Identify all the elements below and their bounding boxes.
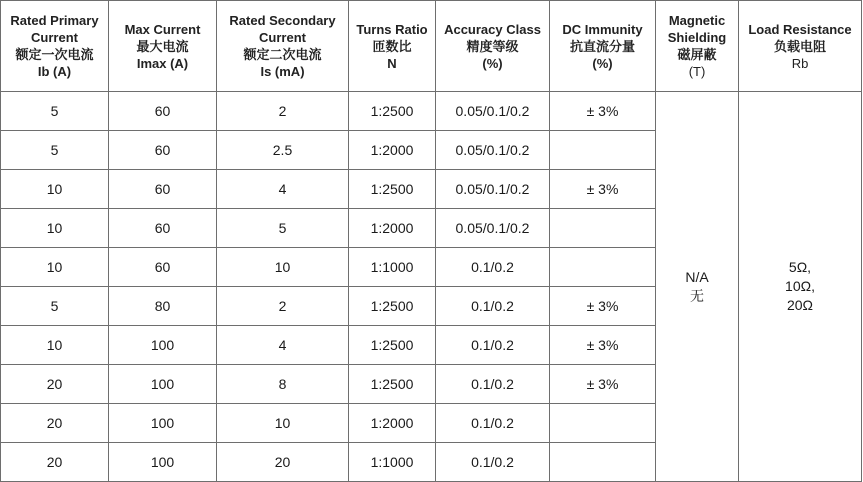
table-cell: 10 [1,248,109,287]
header-text: Current [259,30,306,45]
header-text: (%) [592,55,613,71]
header-text: 额定一次电流 [15,47,94,62]
table-cell: 2.5 [217,131,349,170]
header-text: Magnetic [668,13,726,28]
table-cell: 20 [1,443,109,482]
load-resistance-value: 5Ω, [788,259,812,275]
table-cell: 0.1/0.2 [436,326,550,365]
header-rated-primary-current [1,1,109,92]
header-text: Rated Primary [10,13,99,28]
header-text: Imax (A) [136,55,189,71]
table-cell: 10 [1,326,109,365]
shielding-merged-cell [656,92,739,482]
table-cell: 1:1000 [349,248,436,287]
table-cell: 0.05/0.1/0.2 [436,92,550,131]
table-cell [550,443,656,482]
table-cell: 1:1000 [349,443,436,482]
header-text: Is (mA) [260,64,305,79]
table-cell: 0.05/0.1/0.2 [436,209,550,248]
table-cell: 10 [1,170,109,209]
table-cell: ± 3% [550,326,656,365]
table-cell [550,248,656,287]
table-cell: 100 [109,365,217,404]
table-cell: 60 [109,209,217,248]
shielding-value: 无 [690,287,704,304]
table-cell: 0.1/0.2 [436,287,550,326]
table-cell: ± 3% [550,92,656,131]
table-cell [550,209,656,248]
table-cell: ± 3% [550,170,656,209]
table-cell [550,404,656,443]
header-text: Ib (A) [37,64,72,79]
table-cell: 5 [1,287,109,326]
table-cell: 8 [217,365,349,404]
table-cell: 0.05/0.1/0.2 [436,131,550,170]
table-cell: 0.1/0.2 [436,404,550,443]
table-cell: 0.1/0.2 [436,365,550,404]
table-cell: 80 [109,287,217,326]
table-cell: 5 [217,209,349,248]
table-cell: 1:2500 [349,365,436,404]
header-text: 负载电阻 [773,38,826,54]
table-cell: 1:2500 [349,287,436,326]
table-cell: 10 [217,248,349,287]
header-text: 抗直流分量 [569,38,635,54]
load-resistance-value: 10Ω, [785,278,815,294]
header-text: (T) [688,64,706,79]
table-cell: 60 [109,131,217,170]
table-cell: 2 [217,92,349,131]
table-cell: 0.1/0.2 [436,248,550,287]
header-text: (%) [482,55,503,71]
table-cell: 20 [217,443,349,482]
header-text: N [387,55,397,71]
table-cell: 60 [109,170,217,209]
header-rated-secondary-current [217,1,349,92]
header-text: Rb [791,55,809,71]
table-cell: 2 [217,287,349,326]
table-cell: 1:2500 [349,170,436,209]
table-cell: 5 [1,92,109,131]
shielding-value: N/A [685,268,709,285]
table-cell: 10 [1,209,109,248]
header-text: 匝数比 [372,38,412,54]
table-cell: 1:2500 [349,92,436,131]
header-text: Shielding [667,30,727,45]
table-cell: 1:2000 [349,404,436,443]
table-cell: 4 [217,326,349,365]
table-cell: 100 [109,443,217,482]
table-cell: 60 [109,248,217,287]
table-cell [550,131,656,170]
header-text: 最大电流 [136,38,189,54]
header-dc-immunity [550,1,656,92]
header-max-current [109,1,217,92]
table-cell: ± 3% [550,287,656,326]
table-cell: 20 [1,365,109,404]
header-text: 精度等级 [466,38,519,54]
table-cell: 1:2000 [349,131,436,170]
table-row [1,92,862,131]
header-text: Current [31,30,78,45]
header-accuracy-class [436,1,550,92]
table-cell: 10 [217,404,349,443]
table-cell: 4 [217,170,349,209]
header-text: Max Current [124,21,201,37]
table-cell: 1:2500 [349,326,436,365]
table-cell: 100 [109,404,217,443]
header-text: 磁屏蔽 [677,47,717,62]
table-cell: 20 [1,404,109,443]
table-cell: 100 [109,326,217,365]
header-text: Rated Secondary [229,13,336,28]
header-magnetic-shielding [656,1,739,92]
load-resistance-merged-cell [739,92,862,482]
header-turns-ratio [349,1,436,92]
load-resistance-value: 20Ω [786,297,814,313]
table-cell: ± 3% [550,365,656,404]
header-text: Accuracy Class [444,21,541,37]
header-text: Turns Ratio [356,21,428,37]
table-cell: 0.05/0.1/0.2 [436,170,550,209]
table-cell: 5 [1,131,109,170]
table-cell: 1:2000 [349,209,436,248]
header-row [1,1,862,92]
header-text: Load Resistance [748,21,852,37]
table-cell: 0.1/0.2 [436,443,550,482]
header-text: 额定二次电流 [243,47,322,62]
header-load-resistance [739,1,862,92]
header-text: DC Immunity [562,21,643,37]
table-cell: 60 [109,92,217,131]
